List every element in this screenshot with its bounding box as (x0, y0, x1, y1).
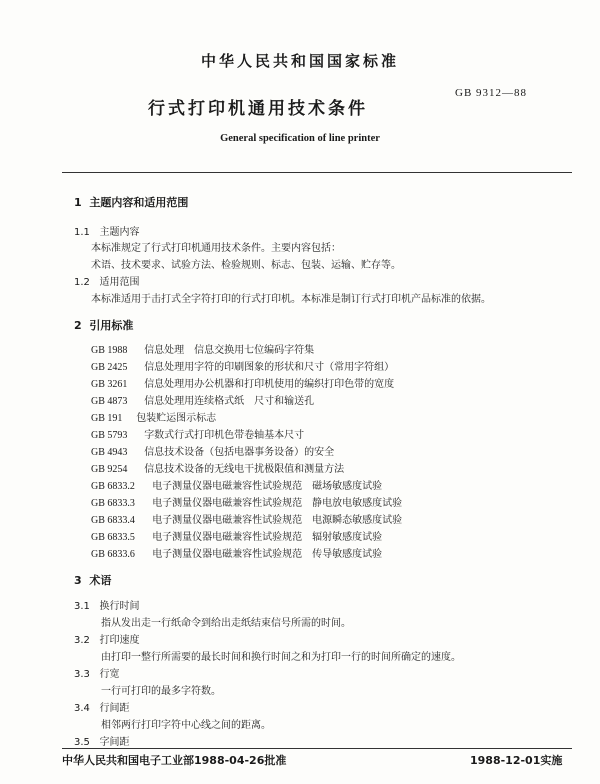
paragraph: 一行可打印的最多字符数。 (101, 686, 221, 697)
reference-code: GB 5793 (91, 430, 128, 441)
reference-code: GB 4873 (91, 396, 128, 407)
reference-code: GB 2425 (91, 362, 128, 373)
approval-line: 中华人民共和国电子工业部1988-04-26批准 (62, 754, 287, 767)
section-3-2-heading (74, 631, 139, 646)
section-title: 主题内容 (99, 227, 140, 238)
reference-item (91, 392, 314, 407)
section-title: 引用标准 (89, 319, 134, 332)
paragraph: 术语、技术要求、试验方法、检验规则、标志、包装、运输、贮存等。 (91, 260, 401, 271)
reference-title: 电子测量仪器电磁兼容性试验规范 电源瞬态敏感度试验 (152, 515, 403, 526)
reference-title: 电子测量仪器电磁兼容性试验规范 辐射敏感度试验 (152, 532, 383, 543)
reference-item (91, 358, 394, 373)
section-2-heading (74, 317, 133, 333)
section-number: 3.2 (74, 635, 90, 646)
reference-title: 电子测量仪器电磁兼容性试验规范 传导敏感度试验 (152, 549, 383, 560)
reference-code: GB 6833.4 (91, 515, 135, 526)
section-number: 3.1 (74, 601, 90, 612)
section-number: 3 (74, 574, 82, 587)
reference-title: 电子测量仪器电磁兼容性试验规范 磁场敏感度试验 (152, 481, 383, 492)
reference-item (91, 477, 382, 492)
reference-item (91, 528, 382, 543)
section-title: 行间距 (99, 703, 130, 714)
reference-title: 信息技术设备的无线电干扰极限值和测量方法 (144, 464, 345, 475)
reference-code: GB 1988 (91, 345, 128, 356)
reference-title: 信息技术设备（包括电器事务设备）的安全 (144, 447, 335, 458)
paragraph: 相邻两行打印字符中心线之间的距离。 (101, 720, 271, 731)
header-divider (62, 172, 572, 173)
section-3-3-heading (74, 665, 119, 680)
reference-title: 字数式行式打印机色带卷轴基本尺寸 (144, 430, 305, 441)
section-title: 字间距 (99, 737, 130, 748)
reference-item (91, 426, 304, 441)
reference-code: GB 3261 (91, 379, 128, 390)
section-3-heading (74, 572, 111, 588)
reference-title: 电子测量仪器电磁兼容性试验规范 静电放电敏感度试验 (152, 498, 403, 509)
paragraph: 本标准适用于击打式全字符打印的行式打印机。本标准是制订行式打印机产品标准的依据。 (91, 294, 491, 305)
footer-divider (62, 748, 572, 749)
section-number: 3.3 (74, 669, 90, 680)
paragraph: 由打印一整行所需要的最长时间和换行时间之和为打印一行的时间所确定的速度。 (101, 652, 461, 663)
reference-item (91, 409, 216, 424)
section-number: 1.1 (74, 227, 90, 238)
section-title: 行宽 (99, 669, 120, 680)
section-title: 主题内容和适用范围 (89, 196, 189, 209)
english-title: General specification of line printer (220, 133, 380, 144)
section-3-1-heading (74, 597, 139, 612)
reference-title: 信息处理用办公机器和打印机使用的编织打印色带的宽度 (144, 379, 395, 390)
reference-code: GB 6833.3 (91, 498, 135, 509)
reference-item (91, 494, 402, 509)
section-3-4-heading (74, 699, 129, 714)
reference-item (91, 511, 402, 526)
section-number: 3.4 (74, 703, 90, 714)
section-1-2-heading (74, 273, 139, 288)
page-title: 行式打印机通用技术条件 (148, 99, 368, 119)
section-1-1-heading (74, 223, 139, 238)
section-number: 1.2 (74, 277, 90, 288)
reference-item (91, 443, 334, 458)
paragraph: 本标准规定了行式打印机通用技术条件。主要内容包括： (91, 243, 341, 254)
effective-date: 1988-12-01实施 (470, 754, 563, 767)
paragraph: 指从发出走一行纸命令到给出走纸结束信号所需的时间。 (101, 618, 351, 629)
section-number: 2 (74, 319, 82, 332)
section-title: 术语 (89, 574, 112, 587)
reference-title: 信息处理 信息交换用七位编码字符集 (144, 345, 315, 356)
section-3-5-heading (74, 733, 129, 748)
reference-code: GB 6833.6 (91, 549, 135, 560)
reference-title: 信息处理用字符的印刷图象的形状和尺寸（常用字符组） (144, 362, 395, 373)
section-1-heading (74, 194, 188, 210)
reference-item (91, 341, 314, 356)
section-title: 换行时间 (99, 601, 140, 612)
reference-code: GB 6833.2 (91, 481, 135, 492)
reference-title: 信息处理用连续格式纸 尺寸和输送孔 (144, 396, 315, 407)
section-title: 打印速度 (99, 635, 140, 646)
section-title: 适用范围 (99, 277, 140, 288)
standard-org: 中华人民共和国国家标准 (200, 52, 399, 70)
reference-item (91, 545, 382, 560)
section-number: 1 (74, 196, 82, 209)
reference-item (91, 460, 344, 475)
reference-item (91, 375, 394, 390)
reference-code: GB 4943 (91, 447, 128, 458)
section-number: 3.5 (74, 737, 90, 748)
reference-title: 包装贮运图示标志 (136, 413, 217, 424)
standard-code: GB 9312—88 (455, 87, 528, 99)
reference-code: GB 9254 (91, 464, 128, 475)
reference-code: GB 191 (91, 413, 123, 424)
reference-code: GB 6833.5 (91, 532, 135, 543)
